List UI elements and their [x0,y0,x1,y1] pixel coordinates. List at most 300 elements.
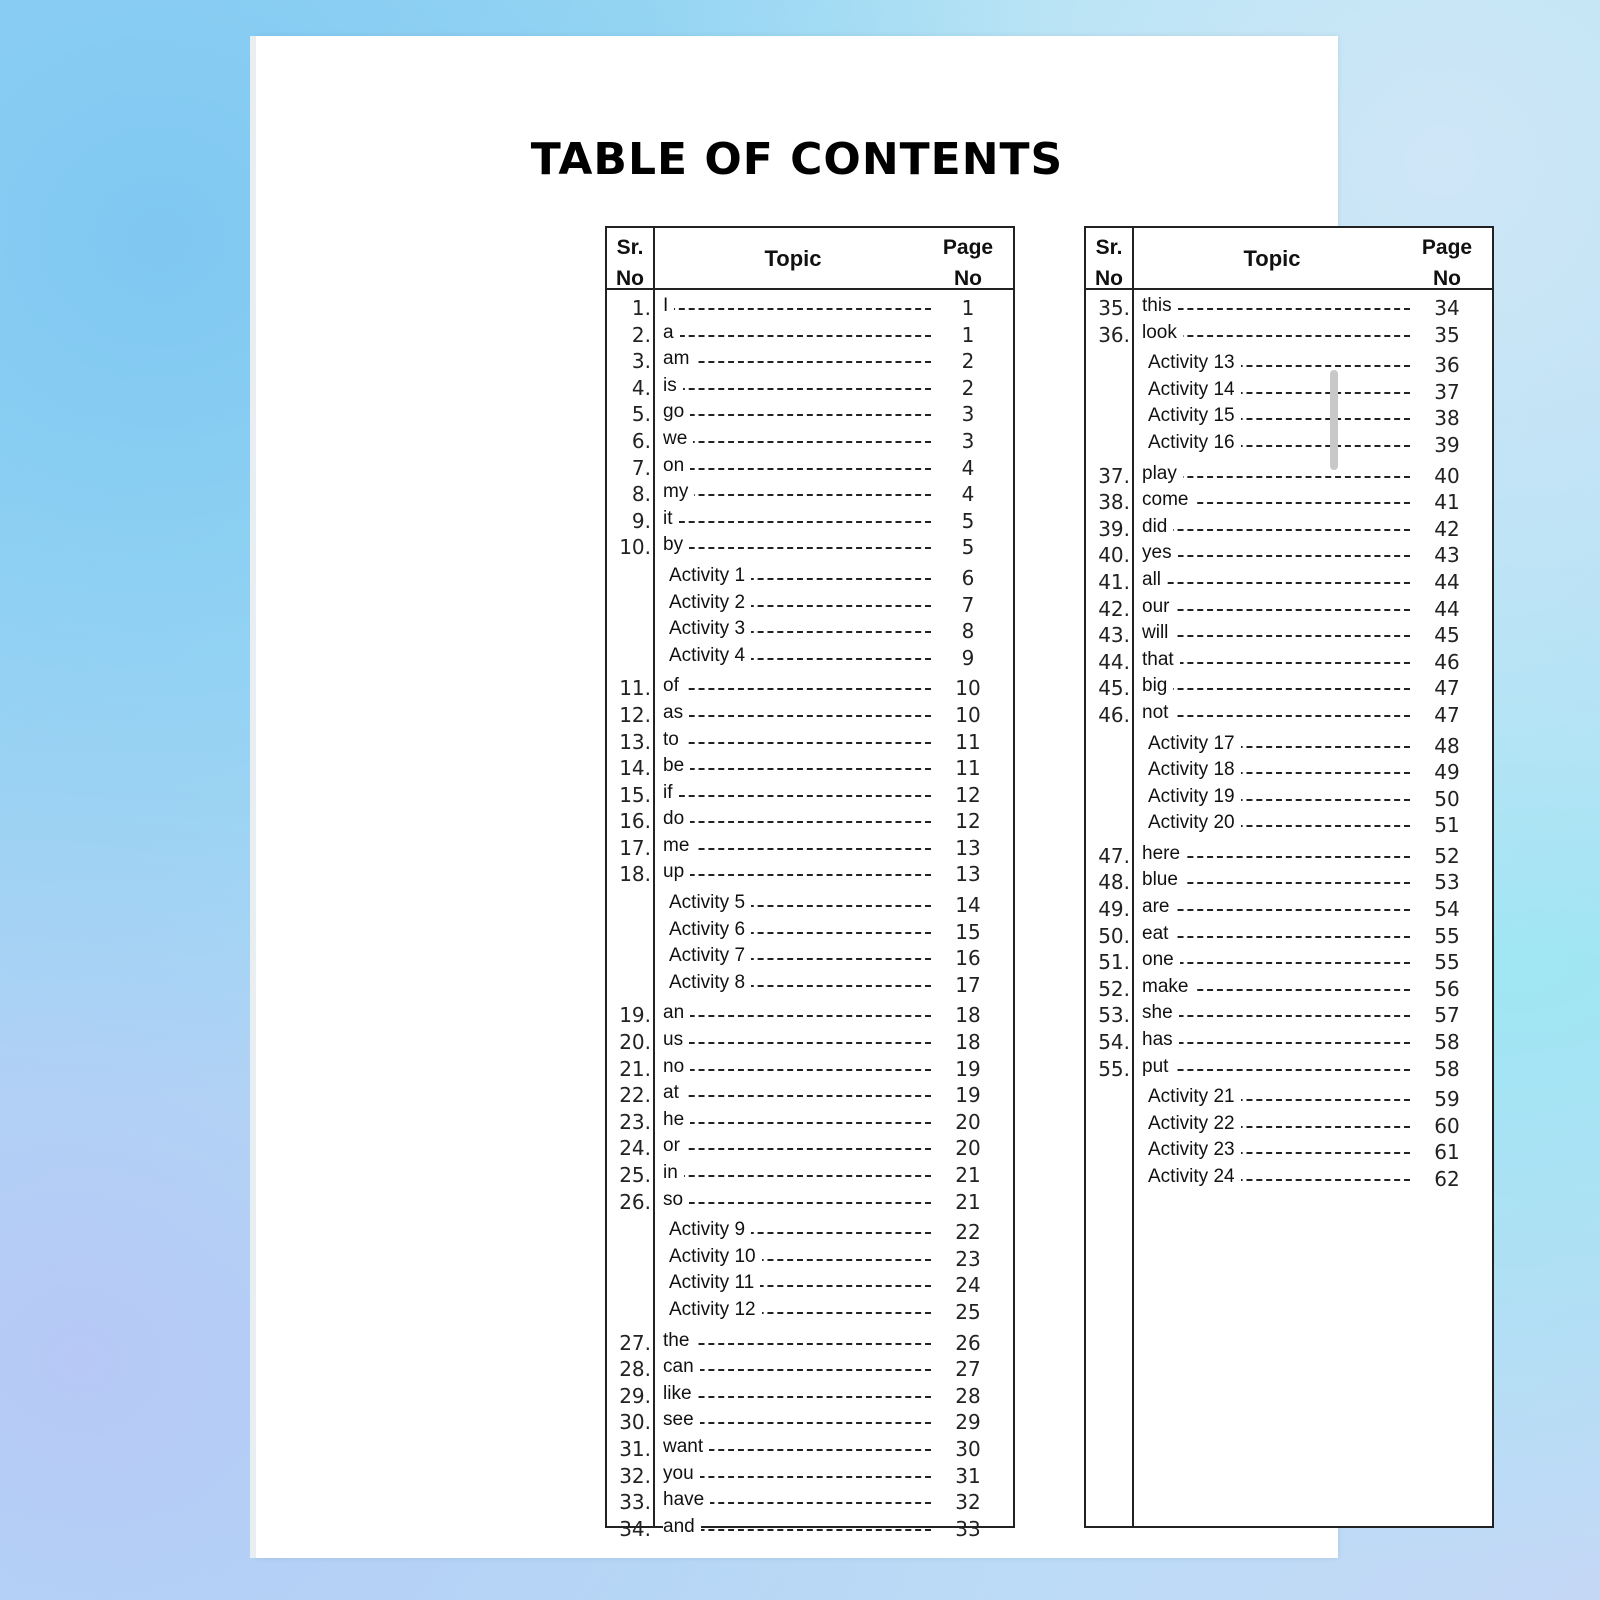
toc-page-number: 56 [1434,976,1460,1001]
toc-serial: 52. [1098,976,1130,1001]
toc-serial: 12. [619,702,651,727]
toc-row [607,591,1013,618]
toc-serial: 5. [631,402,651,427]
dotted-leader [1148,308,1410,310]
toc-page-number: 2 [961,349,975,374]
toc-serial: 3. [631,349,651,374]
header-topic: Topic [764,246,822,271]
toc-serial: 7. [631,455,651,480]
toc-serial: 22. [619,1083,651,1108]
toc-row [607,1298,1013,1325]
toc-page-number: 9 [961,645,975,670]
dotted-leader [669,547,931,549]
toc-row [607,617,1013,644]
header-topic: Topic [1243,246,1301,271]
toc-row [1086,378,1492,405]
toc-topic: Activity 10 [669,1246,762,1268]
toc-topic: eat [1142,923,1174,945]
toc-page-number: 42 [1434,516,1460,541]
toc-topic: will [1142,622,1174,644]
toc-page-number: 44 [1434,569,1460,594]
toc-page-number: 8 [961,619,975,644]
dotted-leader [669,1202,931,1204]
toc-page-number: 61 [1434,1140,1460,1165]
toc-serial: 49. [1098,897,1130,922]
toc-page-number: 30 [955,1436,981,1461]
dotted-leader [669,821,931,823]
toc-row [607,754,1013,781]
dotted-leader [1148,555,1410,557]
toc-topic: she [1142,1002,1179,1024]
toc-row [1086,732,1492,759]
toc-page-number: 4 [961,482,975,507]
toc-row [1086,515,1492,542]
toc-page-number: 10 [955,702,981,727]
toc-topic: Activity 20 [1148,812,1241,834]
toc-serial: 42. [1098,596,1130,621]
toc-row [1086,1001,1492,1028]
toc-topic: our [1142,596,1175,618]
dotted-leader [1148,609,1410,611]
toc-topic: one [1142,949,1180,971]
toc-topic: this [1142,295,1178,317]
toc-page-number: 1 [961,296,975,320]
toc-page-number: 17 [955,972,981,997]
toc-serial: 6. [631,428,651,453]
toc-serial: 31. [619,1436,651,1461]
toc-topic: at [663,1082,685,1104]
toc-row [607,1218,1013,1245]
toc-serial: 23. [619,1109,651,1134]
toc-row [607,1188,1013,1215]
toc-page-number: 59 [1434,1087,1460,1112]
header-page-no: Page No [1421,236,1473,290]
toc-page-number: 55 [1434,950,1460,975]
toc-topic: me [663,835,695,857]
toc-topic: Activity 18 [1148,759,1241,781]
toc-row [607,1515,1013,1542]
toc-serial: 20. [619,1030,651,1055]
toc-row [607,1462,1013,1489]
toc-topic: Activity 14 [1148,379,1241,401]
toc-page-number: 29 [955,1410,981,1435]
toc-topic: have [663,1489,710,1511]
toc-row [607,891,1013,918]
toc-row [607,1081,1013,1108]
toc-row [607,944,1013,971]
toc-page-number: 60 [1434,1113,1460,1138]
dotted-leader [669,1529,931,1531]
toc-serial: 11. [619,676,651,701]
toc-page-number: 38 [1434,406,1460,431]
toc-row [1086,811,1492,838]
toc-row [607,1108,1013,1135]
toc-serial: 29. [619,1383,651,1408]
toc-page-number: 33 [955,1516,981,1541]
toc-row [1086,842,1492,869]
toc-page-number: 6 [961,565,975,590]
toc-row [1086,462,1492,489]
toc-row [1086,948,1492,975]
toc-row [1086,758,1492,785]
toc-page-number: 3 [961,402,975,427]
dotted-leader [669,874,931,876]
toc-serial: 27. [619,1330,651,1355]
toc-serial: 33. [619,1490,651,1515]
toc-topic: Activity 12 [669,1299,762,1321]
toc-topic: see [663,1409,700,1431]
toc-row [1086,488,1492,515]
toc-topic: to [663,729,685,751]
toc-row [607,454,1013,481]
dotted-leader [669,521,931,523]
toc-page-number: 19 [955,1083,981,1108]
toc-page-number: 4 [961,455,975,480]
dotted-leader [1148,688,1410,690]
toc-rows-right [1086,294,1492,1192]
toc-page-number: 34 [1434,296,1460,320]
header-sr-no: Sr. No [1095,236,1123,290]
toc-serial: 13. [619,729,651,754]
toc-row [607,294,1013,321]
toc-page-number: 35 [1434,322,1460,347]
header-sr-no: Sr. No [616,236,644,290]
toc-page-number: 49 [1434,760,1460,785]
toc-row [1086,785,1492,812]
toc-page-number: 24 [955,1273,981,1298]
toc-topic: you [663,1463,700,1485]
toc-page-number: 23 [955,1246,981,1271]
toc-page-number: 57 [1434,1003,1460,1028]
dotted-leader [669,715,931,717]
toc-serial: 26. [619,1189,651,1214]
toc-serial: 2. [631,322,651,347]
dotted-leader [669,1042,931,1044]
toc-topic: has [1142,1029,1179,1051]
dotted-leader [669,1015,931,1017]
toc-page-number: 41 [1434,490,1460,515]
toc-serial: 38. [1098,490,1130,515]
toc-page-number: 13 [955,835,981,860]
toc-row [607,674,1013,701]
toc-serial: 37. [1098,463,1130,488]
toc-serial: 16. [619,809,651,834]
toc-serial: 54. [1098,1030,1130,1055]
toc-page-number: 15 [955,919,981,944]
toc-page-number: 58 [1434,1030,1460,1055]
toc-page-number: 1 [961,322,975,347]
toc-serial: 28. [619,1357,651,1382]
toc-row [1086,922,1492,949]
toc-topic: no [663,1056,690,1078]
dotted-leader [669,742,931,744]
toc-page-number: 62 [1434,1167,1460,1191]
toc-topic: Activity 24 [1148,1166,1241,1188]
toc-page-number: 20 [955,1109,981,1134]
dotted-leader [1148,662,1410,664]
toc-topic: so [663,1189,689,1211]
toc-topic: put [1142,1056,1174,1078]
toc-row [1086,1112,1492,1139]
toc-row [607,1382,1013,1409]
toc-serial: 55. [1098,1056,1130,1081]
toc-row [1086,648,1492,675]
toc-topic: blue [1142,869,1184,891]
toc-serial: 43. [1098,623,1130,648]
toc-serial: 24. [619,1136,651,1161]
toc-row [1086,595,1492,622]
toc-topic: that [1142,649,1180,671]
toc-row [607,1245,1013,1272]
dotted-leader [669,308,931,310]
toc-row [1086,895,1492,922]
toc-topic: on [663,455,690,477]
toc-serial: 8. [631,482,651,507]
toc-row [607,807,1013,834]
toc-page-number: 47 [1434,702,1460,727]
toc-row [607,1355,1013,1382]
dotted-leader [1148,962,1410,964]
dotted-leader [669,1069,931,1071]
toc-topic: I [663,295,674,317]
toc-page-number: 12 [955,809,981,834]
toc-topic: Activity 7 [669,945,751,967]
toc-serial: 50. [1098,923,1130,948]
toc-topic: Activity 1 [669,565,751,587]
toc-serial: 18. [619,862,651,887]
toc-serial: 47. [1098,843,1130,868]
toc-row [607,834,1013,861]
toc-row [1086,621,1492,648]
toc-serial: 25. [619,1163,651,1187]
toc-topic: Activity 11 [669,1272,760,1294]
toc-topic: by [663,534,689,556]
toc-page-number: 48 [1434,733,1460,758]
toc-serial: 35. [1098,296,1130,320]
toc-table-right [1084,226,1494,1528]
toc-row [607,507,1013,534]
dotted-leader [1148,335,1410,337]
page-title: TABLE OF CONTENTS [530,134,1064,185]
toc-topic: my [663,481,694,503]
toc-topic: play [1142,463,1183,485]
toc-topic: he [663,1109,690,1131]
toc-topic: all [1142,569,1167,591]
dotted-leader [669,1422,931,1424]
toc-topic: like [663,1383,698,1405]
toc-row [1086,674,1492,701]
toc-topic: Activity 17 [1148,733,1241,755]
toc-row [607,644,1013,671]
dotted-leader [1148,856,1410,858]
toc-row [607,1028,1013,1055]
toc-topic: an [663,1002,690,1024]
toc-topic: Activity 19 [1148,786,1241,808]
toc-topic: or [663,1135,686,1157]
toc-topic: Activity 23 [1148,1139,1241,1161]
toc-topic: is [663,375,683,397]
toc-page-number: 11 [955,756,981,781]
toc-topic: Activity 2 [669,592,751,614]
toc-serial: 48. [1098,870,1130,895]
toc-row [1086,541,1492,568]
toc-row [607,971,1013,998]
toc-row [607,1435,1013,1462]
toc-topic: the [663,1330,695,1352]
toc-topic: Activity 13 [1148,352,1241,374]
toc-topic: Activity 6 [669,919,751,941]
toc-row [607,321,1013,348]
toc-row [607,1161,1013,1188]
toc-topic: Activity 8 [669,972,751,994]
dotted-leader [669,1148,931,1150]
toc-row [1086,568,1492,595]
toc-page-number: 46 [1434,649,1460,674]
toc-page-number: 50 [1434,786,1460,811]
toc-topic: we [663,428,693,450]
toc-serial: 21. [619,1056,651,1081]
dotted-leader [669,1095,931,1097]
toc-serial: 40. [1098,543,1130,568]
toc-topic: be [663,755,690,777]
toc-row [1086,975,1492,1002]
toc-serial: 34. [619,1516,651,1541]
toc-page-number: 20 [955,1136,981,1161]
toc-page-number: 54 [1434,897,1460,922]
toc-topic: big [1142,675,1173,697]
toc-page-number: 5 [961,535,975,560]
toc-serial: 1. [631,296,651,320]
toc-topic: here [1142,843,1186,865]
toc-topic: in [663,1162,684,1184]
toc-serial: 9. [631,508,651,533]
toc-page-number: 36 [1434,353,1460,378]
toc-page-number: 18 [955,1003,981,1028]
toc-row [607,1055,1013,1082]
toc-row [1086,321,1492,348]
toc-page-number: 18 [955,1030,981,1055]
toc-page-number: 12 [955,782,981,807]
toc-topic: not [1142,702,1174,724]
toc-row [1086,701,1492,728]
toc-page-number: 58 [1434,1056,1460,1081]
toc-row [1086,351,1492,378]
dotted-leader [669,414,931,416]
dotted-leader [1148,529,1410,531]
toc-page-number: 51 [1434,813,1460,838]
toc-topic: Activity 4 [669,645,751,667]
dotted-leader [1148,909,1410,911]
toc-row [1086,1165,1492,1192]
toc-row [1086,1138,1492,1165]
toc-page-number: 3 [961,428,975,453]
toc-page-number: 43 [1434,543,1460,568]
toc-topic: can [663,1356,700,1378]
toc-serial: 4. [631,375,651,400]
toc-topic: Activity 16 [1148,432,1241,454]
toc-topic: Activity 22 [1148,1113,1241,1135]
toc-serial: 53. [1098,1003,1130,1028]
toc-page-number: 44 [1434,596,1460,621]
toc-row [607,1134,1013,1161]
dotted-leader [669,388,931,390]
dotted-leader [1148,635,1410,637]
dotted-leader [1148,1015,1410,1017]
dotted-leader [669,768,931,770]
dotted-leader [669,494,931,496]
toc-row [607,1408,1013,1435]
toc-row [607,728,1013,755]
toc-row [607,480,1013,507]
dotted-leader [1148,882,1410,884]
toc-topic: do [663,808,690,830]
toc-rows-left [607,294,1013,1541]
toc-serial: 44. [1098,649,1130,674]
table-header [1086,228,1492,290]
header-page-no: Page No [942,236,994,290]
dotted-leader [669,1476,931,1478]
toc-page-number: 55 [1434,923,1460,948]
toc-row [1086,1085,1492,1112]
toc-page-number: 47 [1434,676,1460,701]
toc-row [607,564,1013,591]
toc-topic: yes [1142,542,1178,564]
toc-page-number: 13 [955,862,981,887]
toc-topic: am [663,348,695,370]
toc-topic: Activity 3 [669,618,751,640]
dotted-leader [669,335,931,337]
toc-row [607,781,1013,808]
toc-serial: 46. [1098,702,1130,727]
toc-row [1086,1028,1492,1055]
toc-topic: Activity 9 [669,1219,751,1241]
toc-page-number: 22 [955,1220,981,1245]
toc-page-number: 52 [1434,843,1460,868]
toc-page-number: 2 [961,375,975,400]
scrollbar-thumb[interactable] [1330,370,1338,470]
dotted-leader [669,468,931,470]
dotted-leader [669,1122,931,1124]
toc-serial: 17. [619,835,651,860]
toc-page-number: 26 [955,1330,981,1355]
toc-row [607,400,1013,427]
toc-row [1086,404,1492,431]
dotted-leader [1148,936,1410,938]
toc-serial: 30. [619,1410,651,1435]
table-header [607,228,1013,290]
toc-topic: did [1142,516,1173,538]
dotted-leader [669,1396,931,1398]
toc-page-number: 45 [1434,623,1460,648]
toc-page-number: 37 [1434,379,1460,404]
toc-row [607,374,1013,401]
toc-row [607,918,1013,945]
dotted-leader [1148,582,1410,584]
toc-page-number: 10 [955,676,981,701]
toc-topic: us [663,1029,689,1051]
toc-serial: 32. [619,1463,651,1488]
toc-serial: 39. [1098,516,1130,541]
toc-topic: go [663,401,690,423]
toc-topic: up [663,861,690,883]
toc-row [1086,294,1492,321]
toc-row [607,1488,1013,1515]
toc-page-number: 53 [1434,870,1460,895]
toc-page-number: 5 [961,508,975,533]
toc-page-number: 25 [955,1299,981,1324]
dotted-leader [1148,715,1410,717]
toc-page-number: 7 [961,592,975,617]
